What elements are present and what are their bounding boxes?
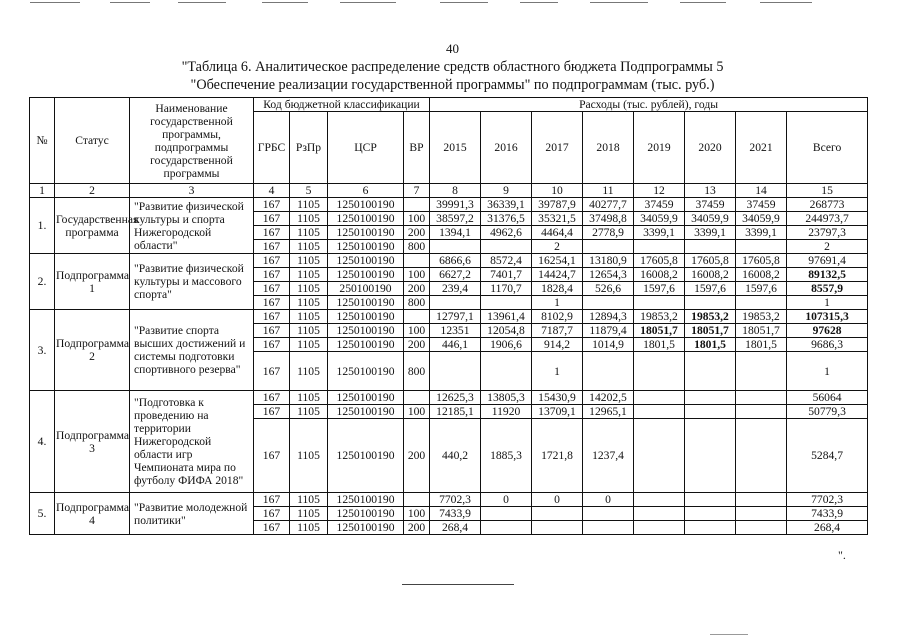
expense-cell: 17605,8 — [736, 254, 787, 268]
bottom-mark — [710, 634, 748, 635]
top-rule — [340, 2, 396, 3]
grbs-cell: 167 — [254, 310, 290, 324]
total-cell: 9686,3 — [787, 338, 868, 352]
grbs-cell: 167 — [254, 419, 290, 493]
expense-cell: 1828,4 — [532, 282, 583, 296]
table-row — [30, 310, 868, 324]
expense-cell: 1170,7 — [481, 282, 532, 296]
total-cell: 268,4 — [787, 521, 868, 535]
column-index: 11 — [583, 184, 634, 198]
vr-cell: 800 — [404, 352, 430, 391]
expense-cell: 4962,6 — [481, 226, 532, 240]
program-name: "Подготовка к проведению на территории Нижегородской области игр Чемпионата мира по футболу ФИФА 2018" — [130, 391, 254, 493]
vr-cell: 100 — [404, 324, 430, 338]
program-name: "Развитие молодежной политики" — [130, 493, 254, 535]
header-year: 2021 — [736, 112, 787, 184]
expense-cell: 36339,1 — [481, 198, 532, 212]
rzpr-cell: 1105 — [290, 405, 328, 419]
grbs-cell: 167 — [254, 507, 290, 521]
csr-cell: 250100190 — [328, 282, 404, 296]
expense-cell: 1597,6 — [736, 282, 787, 296]
rzpr-cell: 1105 — [290, 198, 328, 212]
table-row — [30, 198, 868, 212]
program-name: "Развитие физической культуры и спорта Нижегородской области" — [130, 198, 254, 254]
expense-cell — [634, 493, 685, 507]
csr-cell: 1250100190 — [328, 198, 404, 212]
grbs-cell: 167 — [254, 338, 290, 352]
top-rule — [680, 2, 726, 3]
header-year: 2018 — [583, 112, 634, 184]
expense-cell: 3399,1 — [736, 226, 787, 240]
csr-cell: 1250100190 — [328, 296, 404, 310]
total-cell: 1 — [787, 352, 868, 391]
total-cell: 56064 — [787, 391, 868, 405]
footer-rule — [402, 584, 514, 585]
expense-cell — [736, 493, 787, 507]
total-cell: 8557,9 — [787, 282, 868, 296]
expense-cell: 12965,1 — [583, 405, 634, 419]
csr-cell: 1250100190 — [328, 240, 404, 254]
expense-cell: 1394,1 — [430, 226, 481, 240]
vr-cell: 200 — [404, 419, 430, 493]
total-cell: 97628 — [787, 324, 868, 338]
expense-cell: 19853,2 — [736, 310, 787, 324]
program-name: "Развитие спорта высших достижений и системы подготовки спортивного резерва" — [130, 310, 254, 391]
rzpr-cell: 1105 — [290, 282, 328, 296]
expense-cell — [685, 507, 736, 521]
column-index: 2 — [55, 184, 130, 198]
total-cell: 5284,7 — [787, 419, 868, 493]
header-year: 2016 — [481, 112, 532, 184]
column-index: 8 — [430, 184, 481, 198]
expense-cell: 14424,7 — [532, 268, 583, 282]
table-row — [30, 391, 868, 405]
grbs-cell: 167 — [254, 254, 290, 268]
vr-cell: 800 — [404, 296, 430, 310]
top-rule — [178, 2, 226, 3]
expense-cell: 7187,7 — [532, 324, 583, 338]
top-rule — [520, 2, 558, 3]
expense-cell: 3399,1 — [634, 226, 685, 240]
total-cell: 107315,3 — [787, 310, 868, 324]
csr-cell: 1250100190 — [328, 352, 404, 391]
csr-cell: 1250100190 — [328, 226, 404, 240]
header-year: 2015 — [430, 112, 481, 184]
expense-cell: 446,1 — [430, 338, 481, 352]
expense-cell — [634, 507, 685, 521]
vr-cell: 100 — [404, 268, 430, 282]
expense-cell: 1597,6 — [634, 282, 685, 296]
expense-cell — [634, 240, 685, 254]
csr-cell: 1250100190 — [328, 324, 404, 338]
column-index: 1 — [30, 184, 55, 198]
expense-cell: 8572,4 — [481, 254, 532, 268]
row-status: Государственная программа — [55, 198, 130, 254]
expense-cell — [736, 507, 787, 521]
expense-cell: 12654,3 — [583, 268, 634, 282]
expense-cell: 239,4 — [430, 282, 481, 296]
expense-cell: 16008,2 — [736, 268, 787, 282]
expense-cell — [736, 296, 787, 310]
expense-cell — [736, 240, 787, 254]
expense-cell — [685, 240, 736, 254]
header-year: 2019 — [634, 112, 685, 184]
top-rule — [590, 2, 648, 3]
expense-cell — [481, 296, 532, 310]
column-index: 4 — [254, 184, 290, 198]
grbs-cell: 167 — [254, 493, 290, 507]
header-csr: ЦСР — [328, 112, 404, 184]
expense-cell — [430, 240, 481, 254]
expense-cell: 268,4 — [430, 521, 481, 535]
header-num: № — [30, 98, 55, 184]
expense-cell — [481, 352, 532, 391]
expense-cell: 38597,2 — [430, 212, 481, 226]
top-rule — [262, 2, 308, 3]
expense-cell: 34059,9 — [685, 212, 736, 226]
csr-cell: 1250100190 — [328, 254, 404, 268]
vr-cell — [404, 493, 430, 507]
expense-cell — [685, 391, 736, 405]
expense-cell: 18051,7 — [634, 324, 685, 338]
column-index: 13 — [685, 184, 736, 198]
page-number: 40 — [446, 41, 459, 56]
expense-cell — [583, 507, 634, 521]
column-index: 7 — [404, 184, 430, 198]
vr-cell: 200 — [404, 521, 430, 535]
total-cell: 97691,4 — [787, 254, 868, 268]
table-title-line-1: "Таблица 6. Аналитическое распределение средств областного бюджета Подпрограммы 5 — [181, 59, 724, 75]
expense-cell: 12625,3 — [430, 391, 481, 405]
expense-cell: 914,2 — [532, 338, 583, 352]
header-kbk: Код бюджетной классификации — [254, 98, 430, 112]
vr-cell: 100 — [404, 507, 430, 521]
expense-cell — [481, 521, 532, 535]
csr-cell: 1250100190 — [328, 268, 404, 282]
expense-cell — [685, 405, 736, 419]
rzpr-cell: 1105 — [290, 352, 328, 391]
rzpr-cell: 1105 — [290, 419, 328, 493]
expense-cell — [634, 419, 685, 493]
csr-cell: 1250100190 — [328, 391, 404, 405]
program-name: "Развитие физической культуры и массового спорта" — [130, 254, 254, 310]
vr-cell — [404, 310, 430, 324]
column-index: 15 — [787, 184, 868, 198]
expense-cell: 12797,1 — [430, 310, 481, 324]
expense-cell: 31376,5 — [481, 212, 532, 226]
column-index: 12 — [634, 184, 685, 198]
row-number: 3. — [30, 310, 55, 391]
rzpr-cell: 1105 — [290, 493, 328, 507]
expense-cell: 2778,9 — [583, 226, 634, 240]
expense-cell: 19853,2 — [685, 310, 736, 324]
rzpr-cell: 1105 — [290, 391, 328, 405]
expense-cell: 18051,7 — [685, 324, 736, 338]
expense-cell: 14202,5 — [583, 391, 634, 405]
csr-cell: 1250100190 — [328, 521, 404, 535]
expense-cell — [430, 352, 481, 391]
expense-cell: 7702,3 — [430, 493, 481, 507]
header-year: 2017 — [532, 112, 583, 184]
expense-cell: 1906,6 — [481, 338, 532, 352]
top-rule — [760, 2, 812, 3]
column-index: 10 — [532, 184, 583, 198]
vr-cell: 200 — [404, 226, 430, 240]
csr-cell: 1250100190 — [328, 405, 404, 419]
expense-cell — [634, 391, 685, 405]
row-status: Подпрограмма 1 — [55, 254, 130, 310]
csr-cell: 1250100190 — [328, 338, 404, 352]
row-number: 5. — [30, 493, 55, 535]
expense-cell: 8102,9 — [532, 310, 583, 324]
csr-cell: 1250100190 — [328, 310, 404, 324]
expense-cell — [685, 296, 736, 310]
expense-cell — [583, 240, 634, 254]
rzpr-cell: 1105 — [290, 254, 328, 268]
csr-cell: 1250100190 — [328, 212, 404, 226]
expense-cell: 12351 — [430, 324, 481, 338]
expense-cell: 11920 — [481, 405, 532, 419]
grbs-cell: 167 — [254, 405, 290, 419]
expense-cell: 526,6 — [583, 282, 634, 296]
closing-quote: ". — [838, 548, 846, 562]
expense-cell: 12185,1 — [430, 405, 481, 419]
grbs-cell: 167 — [254, 268, 290, 282]
expense-cell — [634, 352, 685, 391]
row-number: 1. — [30, 198, 55, 254]
expense-cell: 34059,9 — [736, 212, 787, 226]
vr-cell — [404, 254, 430, 268]
total-cell: 7433,9 — [787, 507, 868, 521]
table-row — [30, 493, 868, 507]
expense-cell — [532, 507, 583, 521]
rzpr-cell: 1105 — [290, 268, 328, 282]
expense-cell — [583, 296, 634, 310]
expense-cell: 17605,8 — [634, 254, 685, 268]
total-cell: 89132,5 — [787, 268, 868, 282]
expense-cell — [532, 521, 583, 535]
expense-cell — [481, 240, 532, 254]
total-cell: 50779,3 — [787, 405, 868, 419]
grbs-cell: 167 — [254, 226, 290, 240]
top-rule — [110, 2, 150, 3]
expense-cell — [685, 352, 736, 391]
header-total: Всего — [787, 112, 868, 184]
expense-cell — [685, 419, 736, 493]
expense-cell: 13961,4 — [481, 310, 532, 324]
expense-cell — [736, 521, 787, 535]
grbs-cell: 167 — [254, 391, 290, 405]
expense-cell: 7401,7 — [481, 268, 532, 282]
top-rule — [30, 2, 80, 3]
vr-cell: 100 — [404, 212, 430, 226]
expense-cell: 39991,3 — [430, 198, 481, 212]
expense-cell: 12054,8 — [481, 324, 532, 338]
csr-cell: 1250100190 — [328, 507, 404, 521]
rzpr-cell: 1105 — [290, 338, 328, 352]
expense-cell: 1721,8 — [532, 419, 583, 493]
table-row — [30, 254, 868, 268]
expense-cell — [685, 521, 736, 535]
row-number: 4. — [30, 391, 55, 493]
total-cell: 244973,7 — [787, 212, 868, 226]
column-index: 3 — [130, 184, 254, 198]
expense-cell — [430, 296, 481, 310]
row-number: 2. — [30, 254, 55, 310]
expense-cell: 1237,4 — [583, 419, 634, 493]
rzpr-cell: 1105 — [290, 240, 328, 254]
expense-cell: 34059,9 — [634, 212, 685, 226]
expense-cell — [583, 521, 634, 535]
rzpr-cell: 1105 — [290, 310, 328, 324]
expense-cell: 18051,7 — [736, 324, 787, 338]
expense-cell — [634, 405, 685, 419]
column-index: 6 — [328, 184, 404, 198]
expense-cell: 35321,5 — [532, 212, 583, 226]
expense-cell: 6866,6 — [430, 254, 481, 268]
top-rule — [440, 2, 488, 3]
total-cell: 1 — [787, 296, 868, 310]
header-status: Статус — [55, 98, 130, 184]
vr-cell: 800 — [404, 240, 430, 254]
grbs-cell: 167 — [254, 240, 290, 254]
expense-cell: 17605,8 — [685, 254, 736, 268]
expense-cell — [736, 352, 787, 391]
expense-cell: 15430,9 — [532, 391, 583, 405]
vr-cell: 200 — [404, 338, 430, 352]
expense-cell: 13180,9 — [583, 254, 634, 268]
rzpr-cell: 1105 — [290, 507, 328, 521]
expense-cell: 12894,3 — [583, 310, 634, 324]
expense-cell: 11879,4 — [583, 324, 634, 338]
expense-cell: 1801,5 — [634, 338, 685, 352]
expense-cell — [634, 521, 685, 535]
total-cell: 2 — [787, 240, 868, 254]
header-expenses: Расходы (тыс. рублей), годы — [430, 98, 868, 112]
table-title-line-2: "Обеспечение реализации государственной программы" по подпрограммам (тыс. руб.) — [190, 77, 715, 93]
expense-cell: 7433,9 — [430, 507, 481, 521]
expense-cell: 3399,1 — [685, 226, 736, 240]
grbs-cell: 167 — [254, 296, 290, 310]
expense-cell: 37459 — [634, 198, 685, 212]
expense-cell: 1014,9 — [583, 338, 634, 352]
expense-cell: 40277,7 — [583, 198, 634, 212]
total-cell: 268773 — [787, 198, 868, 212]
rzpr-cell: 1105 — [290, 226, 328, 240]
column-index-row — [30, 184, 868, 198]
grbs-cell: 167 — [254, 324, 290, 338]
expense-cell: 4464,4 — [532, 226, 583, 240]
budget-table — [29, 97, 868, 535]
grbs-cell: 167 — [254, 352, 290, 391]
expense-cell: 37459 — [685, 198, 736, 212]
expense-cell: 0 — [481, 493, 532, 507]
header-vr: ВР — [404, 112, 430, 184]
expense-cell: 13709,1 — [532, 405, 583, 419]
expense-cell: 37498,8 — [583, 212, 634, 226]
expense-cell: 37459 — [736, 198, 787, 212]
expense-cell — [583, 352, 634, 391]
expense-cell: 1 — [532, 296, 583, 310]
expense-cell: 16008,2 — [685, 268, 736, 282]
row-status: Подпрограмма 2 — [55, 310, 130, 391]
expense-cell: 0 — [532, 493, 583, 507]
csr-cell: 1250100190 — [328, 493, 404, 507]
expense-cell: 1597,6 — [685, 282, 736, 296]
expense-cell: 440,2 — [430, 419, 481, 493]
expense-cell: 16254,1 — [532, 254, 583, 268]
expense-cell: 1 — [532, 352, 583, 391]
expense-cell — [481, 507, 532, 521]
expense-cell — [685, 493, 736, 507]
vr-cell: 100 — [404, 405, 430, 419]
vr-cell — [404, 198, 430, 212]
header-rzpr: РзПр — [290, 112, 328, 184]
expense-cell: 1885,3 — [481, 419, 532, 493]
total-cell: 7702,3 — [787, 493, 868, 507]
grbs-cell: 167 — [254, 198, 290, 212]
expense-cell: 6627,2 — [430, 268, 481, 282]
total-cell: 23797,3 — [787, 226, 868, 240]
vr-cell: 200 — [404, 282, 430, 296]
rzpr-cell: 1105 — [290, 212, 328, 226]
rzpr-cell: 1105 — [290, 296, 328, 310]
grbs-cell: 167 — [254, 521, 290, 535]
expense-cell — [736, 391, 787, 405]
expense-cell — [736, 419, 787, 493]
expense-cell: 1801,5 — [736, 338, 787, 352]
expense-cell — [736, 405, 787, 419]
expense-cell: 2 — [532, 240, 583, 254]
grbs-cell: 167 — [254, 212, 290, 226]
csr-cell: 1250100190 — [328, 419, 404, 493]
row-status: Подпрограмма 4 — [55, 493, 130, 535]
expense-cell — [634, 296, 685, 310]
header-year: 2020 — [685, 112, 736, 184]
row-status: Подпрограмма 3 — [55, 391, 130, 493]
header-grbs: ГРБС — [254, 112, 290, 184]
expense-cell: 16008,2 — [634, 268, 685, 282]
header-name: Наименование государственной программы, подпрограммы государственной программы — [130, 98, 254, 184]
column-index: 14 — [736, 184, 787, 198]
expense-cell: 39787,9 — [532, 198, 583, 212]
expense-cell: 1801,5 — [685, 338, 736, 352]
column-index: 5 — [290, 184, 328, 198]
rzpr-cell: 1105 — [290, 324, 328, 338]
expense-cell: 0 — [583, 493, 634, 507]
vr-cell — [404, 391, 430, 405]
rzpr-cell: 1105 — [290, 521, 328, 535]
grbs-cell: 167 — [254, 282, 290, 296]
column-index: 9 — [481, 184, 532, 198]
expense-cell: 19853,2 — [634, 310, 685, 324]
expense-cell: 13805,3 — [481, 391, 532, 405]
